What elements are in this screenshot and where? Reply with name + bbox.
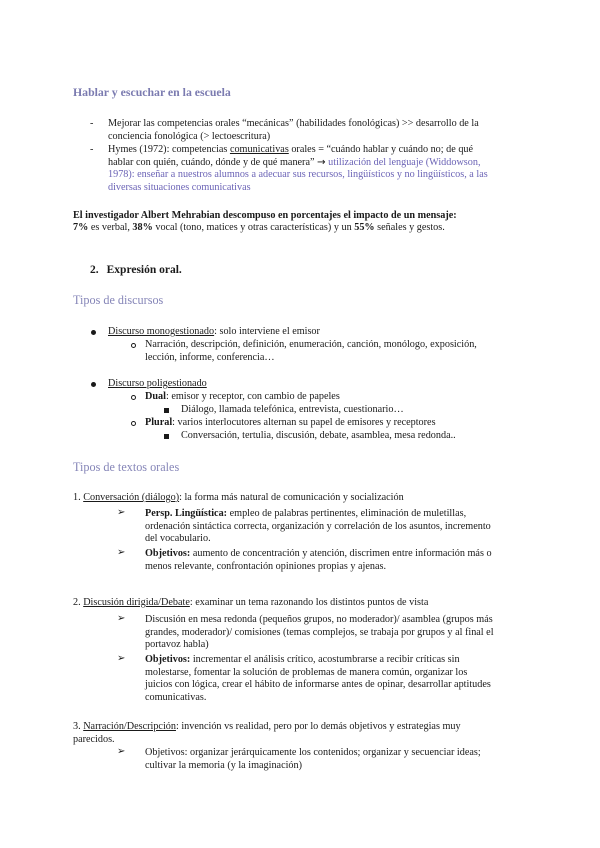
dash-bullet-icon: - bbox=[90, 144, 94, 155]
sub-list-item-plural: Plural: varios interlocutores alternan su papel de emisores y receptores bbox=[145, 417, 436, 428]
sub-sub-list-item: Diálogo, llamada telefónica, entrevista, cuestionario… bbox=[181, 404, 404, 415]
texto-oral-3: 3. Narración/Descripción: invención vs realidad, pero por lo demás objetivos y estrategias muy parecidos. bbox=[73, 721, 461, 745]
arrow-bullet-icon: ➢ bbox=[117, 507, 126, 518]
sub-list-item-dual: Dual: emisor y receptor, con cambio de papeles bbox=[145, 391, 340, 402]
sub-list-item: Discusión en mesa redonda (pequeños grupos, no moderador)/ asamblea (grupos más grandes, moderador)/ comisiones (temas complejos, se trabaja por grupos y al final el portavoz habla) bbox=[145, 614, 494, 651]
mehrabian-text: 7% es verbal, 38% vocal (tono, matices y otras características) y un 55% señales y gestos. bbox=[73, 222, 445, 233]
sub-list-item: Objetivos: incrementar el análisis crítico, acostumbrarse a recibir críticas sin molestarse, fomentar la solución de problemas de manera común, organizar los juicios con lógica, crear el hábito de informarse antes de opinar, desarrollar aptitudes comunicativas. bbox=[145, 654, 491, 703]
arrow-bullet-icon: ➢ bbox=[117, 547, 126, 558]
right-arrow-icon: → bbox=[317, 156, 326, 168]
list-item-poligestionado: Discurso poligestionado bbox=[108, 378, 207, 389]
bullet-dot-icon bbox=[91, 382, 96, 387]
arrow-bullet-icon: ➢ bbox=[117, 613, 126, 624]
list-item-monogestionado: Discurso monogestionado: solo interviene el emisor bbox=[108, 326, 320, 337]
bullet-circle-icon bbox=[131, 395, 136, 400]
arrow-bullet-icon: ➢ bbox=[117, 746, 126, 757]
sub-sub-list-item: Conversación, tertulia, discusión, debate, asamblea, mesa redonda.. bbox=[181, 430, 456, 441]
dash-bullet-icon: - bbox=[90, 118, 94, 129]
list-item: Hymes (1972): competencias comunicativas orales = “cuándo hablar y cuándo no; de qué hablar con quién, cuándo, dónde y de qué manera” → utilización del lenguaje (Widdowson, 1978): enseñar a nuestros alumnos a adecuar sus recursos, lingüísticos y no lingüísticos, a las diversas situaciones comunicativas bbox=[108, 144, 488, 193]
texto-oral-2: 2. Discusión dirigida/Debate: examinar un tema razonando los distintos puntos de vista bbox=[73, 597, 429, 608]
list-item: Mejorar las competencias orales “mecánicas” (habilidades fonológicas) >> desarrollo de la conciencia fonológica (> lectoescritura) bbox=[108, 118, 479, 142]
bullet-circle-icon bbox=[131, 343, 136, 348]
sub-list-item: Persp. Lingüística: empleo de palabras pertinentes, eliminación de muletillas, ordenación sintáctica correcta, organización y correlación de los asuntos, incremento del vocabulario. bbox=[145, 508, 491, 545]
mehrabian-heading: El investigador Albert Mehrabian descompuso en porcentajes el impacto de un mensaje: bbox=[73, 210, 457, 221]
sub-list-item: Objetivos: organizar jerárquicamente los contenidos; organizar y secuenciar ideas; cultivar la memoria (y la imaginación) bbox=[145, 747, 481, 771]
tipos-discursos-heading: Tipos de discursos bbox=[73, 293, 164, 307]
arrow-bullet-icon: ➢ bbox=[117, 653, 126, 664]
bullet-square-icon bbox=[164, 434, 169, 439]
section-heading-hablar: Hablar y escuchar en la escuela bbox=[73, 85, 231, 99]
bullet-circle-icon bbox=[131, 421, 136, 426]
tipos-textos-heading: Tipos de textos orales bbox=[73, 460, 180, 474]
bullet-dot-icon bbox=[91, 330, 96, 335]
sub-list-item: Narración, descripción, definición, enumeración, canción, monólogo, exposición, lección, informe, conferencia… bbox=[145, 339, 477, 363]
section-2-heading: 2. Expresión oral. bbox=[90, 264, 182, 276]
sub-list-item: Objetivos: aumento de concentración y atención, discrimen entre información más o menos relevante, confrontación opiniones propias y ajenas. bbox=[145, 548, 492, 572]
texto-oral-1: 1. Conversación (diálogo): la forma más natural de comunicación y socialización bbox=[73, 492, 404, 503]
bullet-square-icon bbox=[164, 408, 169, 413]
